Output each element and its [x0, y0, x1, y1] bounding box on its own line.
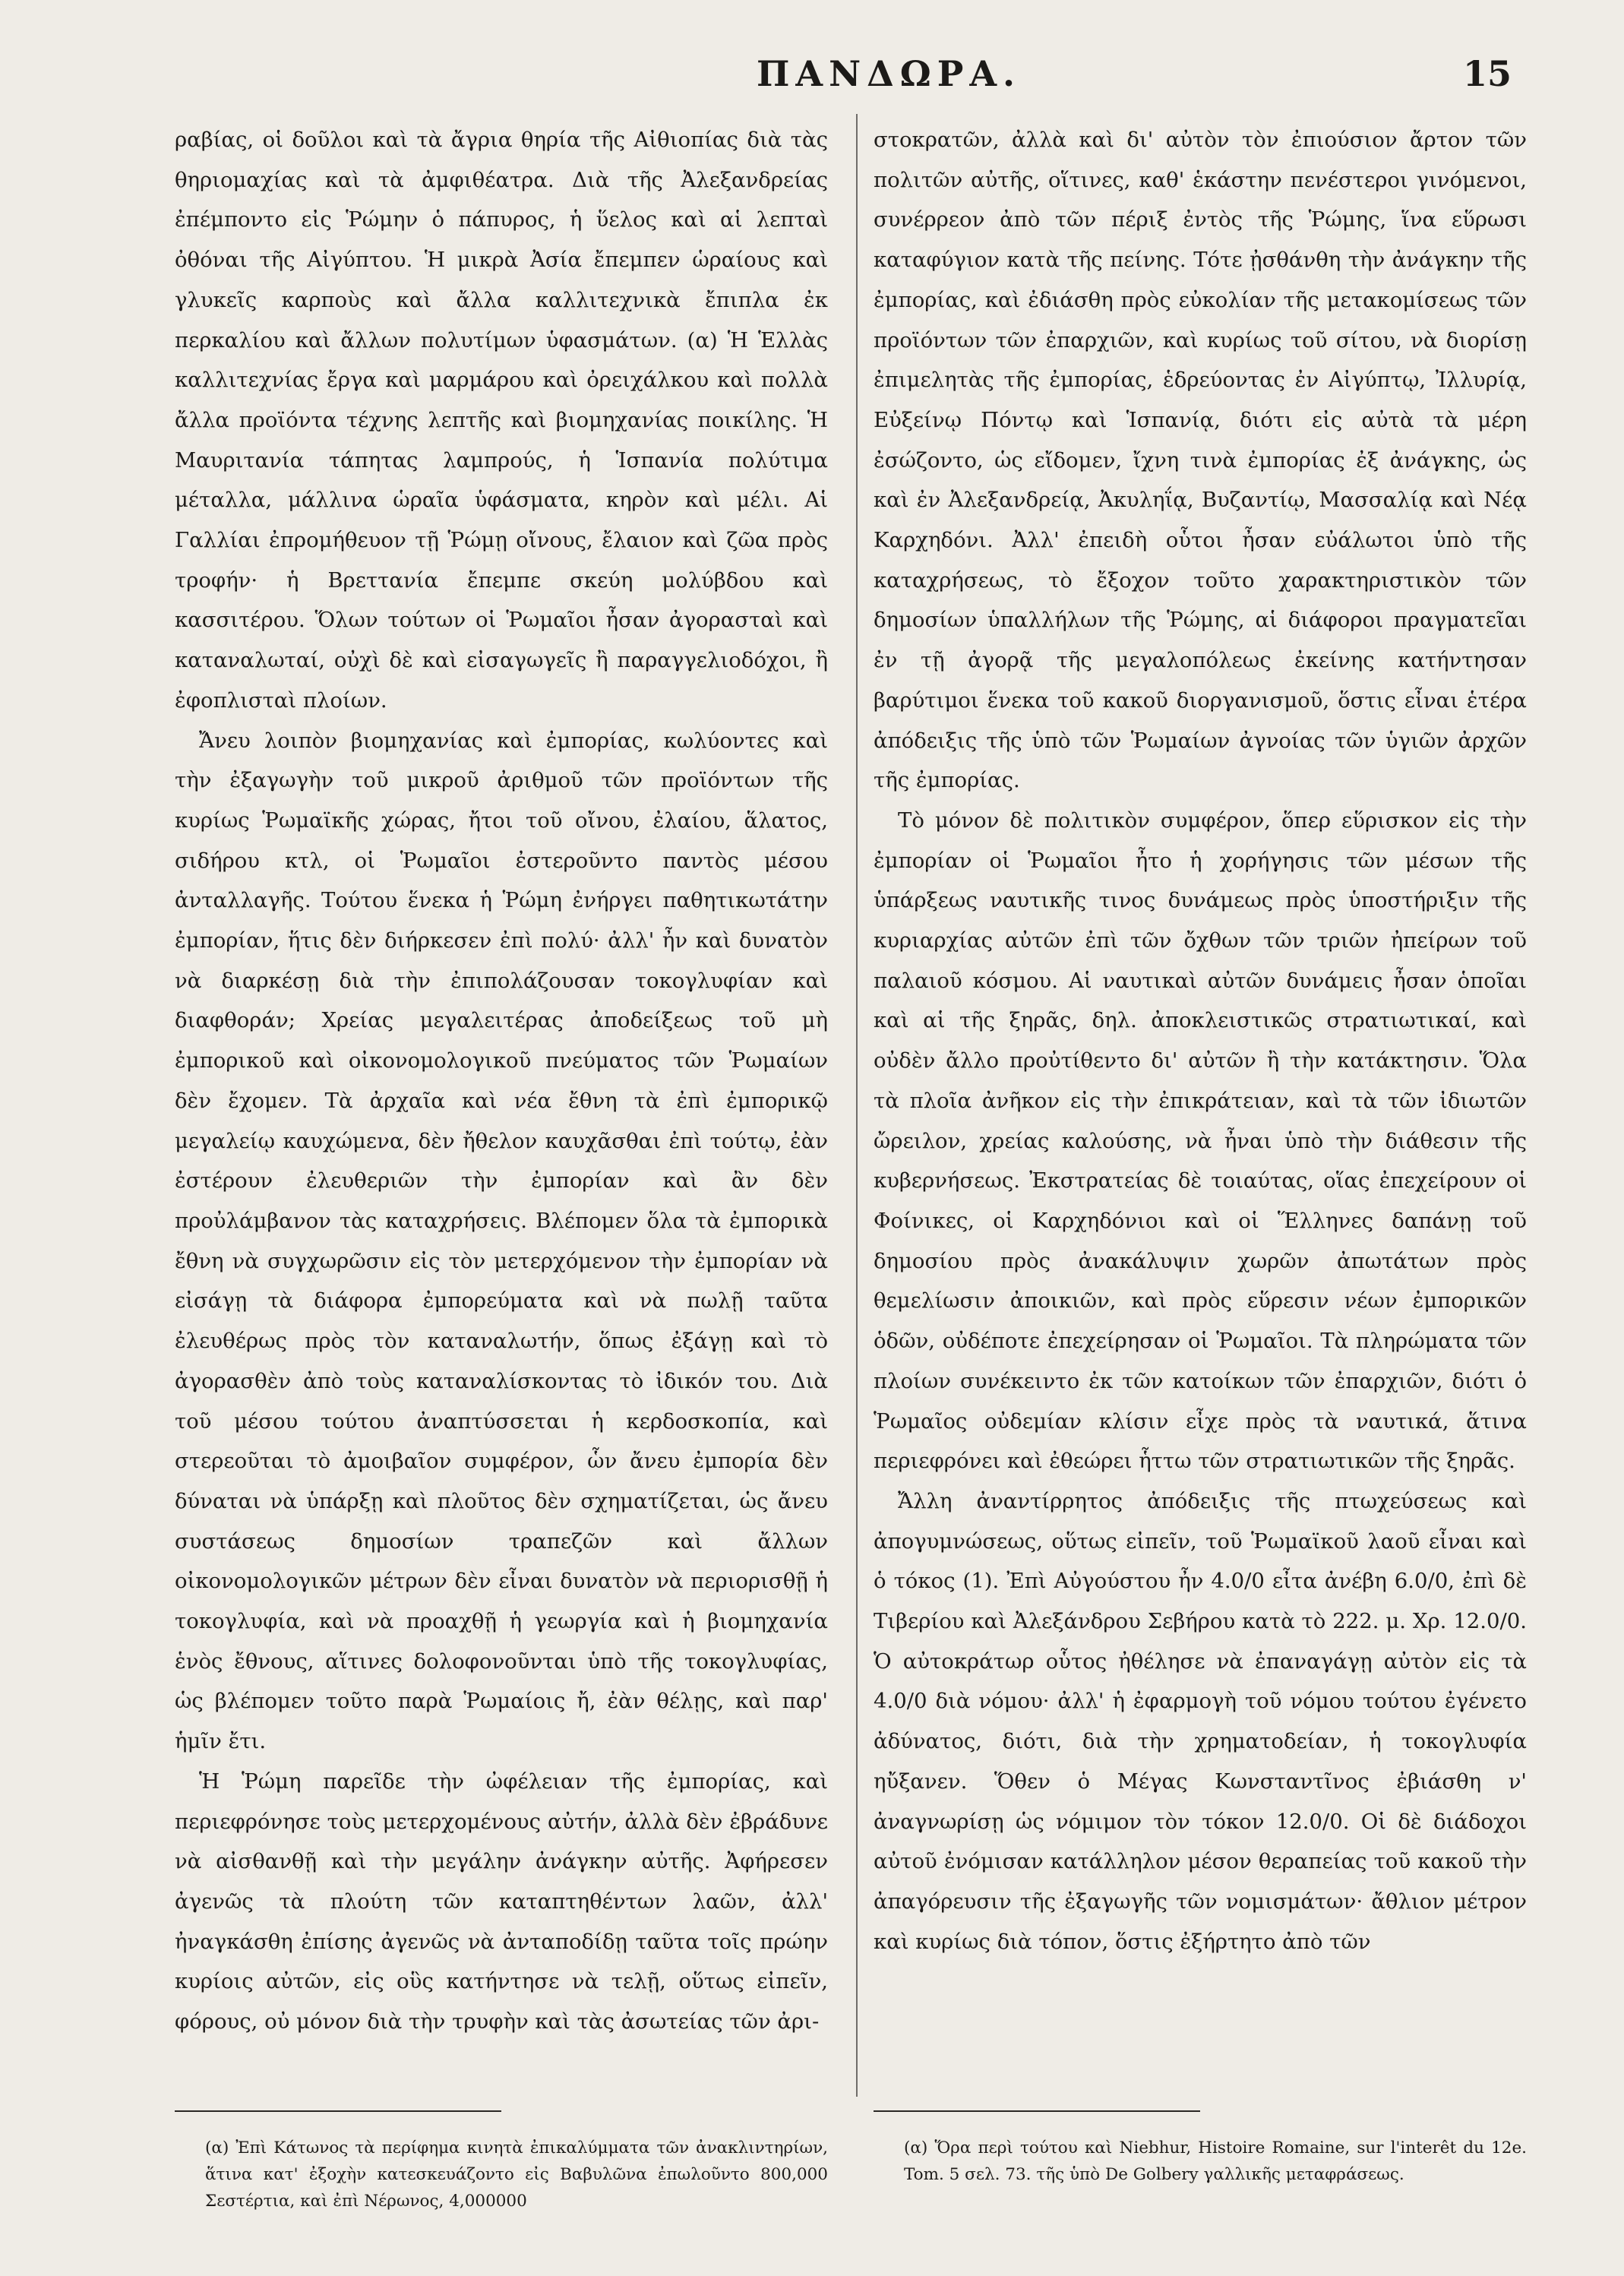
left-paragraph-1: ραβίας, οἱ δοῦλοι καὶ τὰ ἄγρια θηρία τῆς Αἰθιοπίας διὰ τὰς θηριομαχίας καὶ τὰ ἀμφιθέατρα. Διὰ τῆς Ἀλεξανδρείας ἐπέμποντο εἰς Ῥώμην ὁ πάπυρος, ἡ ὕελος καὶ αἱ λεπταὶ ὀθόναι τῆς Αἰγύπτου. Ἡ μικρὰ Ἀσία ἔπεμπεν ὡραίους καὶ γλυκεῖς καρποὺς καὶ ἄλλα καλλιτεχνικὰ ἔπιπλα ἐκ περκαλίου καὶ ἄλλων πολυτίμων ὑφασμάτων. (α) Ἡ Ἑλλὰς καλλιτεχνίας ἔργα καὶ μαρμάρου καὶ ὀρειχάλκου καὶ πολλὰ ἄλλα προϊόντα τέχνης λεπτῆς καὶ βιομηχανίας ποικίλης. Ἡ Μαυριτανία τάπητας λαμπρούς, ἡ Ἱσπανία πολύτιμα μέταλλα, μάλλινα ὡραῖα ὑφάσματα, κηρὸν καὶ μέλι. Αἱ Γαλλίαι ἐπρομήθευον τῇ Ῥώμῃ οἴνους, ἔλαιον καὶ ζῶα πρὸς τροφήν· ἡ Βρεττανία ἔπεμπε σκεύη μολύβδου καὶ κασσιτέρου. Ὅλων τούτων οἱ Ῥωμαῖοι ἦσαν ἀγορασταὶ καὶ καταναλωταί, οὐχὶ δὲ καὶ εἰσαγωγεῖς ἢ παραγγελιοδόχοι, ἢ ἐφοπλισταὶ πλοίων. — [175, 128, 828, 713]
right-paragraph-2: Τὸ μόνον δὲ πολιτικὸν συμφέρον, ὅπερ εὕρισκον εἰς τὴν ἐμπορίαν οἱ Ῥωμαῖοι ἦτο ἡ χορήγησις τῶν μέσων τῆς ὑπάρξεως ναυτικῆς τινος δυνάμεως πρὸς ὑποστήριξιν τῆς κυριαρχίας αὐτῶν ἐπὶ τῶν ὄχθων τῶν τριῶν ἠπείρων τοῦ παλαιοῦ κόσμου. Αἱ ναυτικαὶ αὐτῶν δυνάμεις ἦσαν ὁποῖαι καὶ αἱ τῆς ξηρᾶς, δηλ. ἀποκλειστικῶς στρατιωτικαί, καὶ οὐδὲν ἄλλο προὐτίθεντο δι' αὐτῶν ἢ τὴν κατάκτησιν. Ὅλα τὰ πλοῖα ἀνῆκον εἰς τὴν ἐπικράτειαν, καὶ τὰ τῶν ἰδιωτῶν ὤρειλον, χρείας καλούσης, νὰ ἦναι ὑπὸ τὴν διάθεσιν τῆς κυβερνήσεως. Ἐκστρατείας δὲ τοιαύτας, οἵας ἐπεχείρουν οἱ Φοίνικες, οἱ Καρχηδόνιοι καὶ οἱ Ἕλληνες δαπάνῃ τοῦ δημοσίου πρὸς ἀνακάλυψιν χωρῶν ἀπωτάτων πρὸς θεμελίωσιν ἀποικιῶν, καὶ πρὸς εὕρεσιν νέων ἐμπορικῶν ὁδῶν, οὐδέποτε ἐπεχείρησαν οἱ Ῥωμαῖοι. Τὰ πληρώματα τῶν πλοίων συνέκειντο ἐκ τῶν κατοίκων τῶν ἐπαρχιῶν, διότι ὁ Ῥωμαῖος οὐδεμίαν κλίσιν εἶχε πρὸς τὰ ναυτικά, ἅτινα περιεφρόνει καὶ ἐθεώρει ἧττω τῶν στρατιωτικῶν τῆς ξηρᾶς. — [874, 808, 1527, 1474]
footnote-rule-right — [874, 2110, 1200, 2112]
footnote-rule-left — [175, 2110, 501, 2112]
left-column — [175, 120, 828, 2103]
left-paragraph-3: Ἡ Ῥώμη παρεῖδε τὴν ὠφέλειαν τῆς ἐμπορίας, καὶ περιεφρόνησε τοὺς μετερχομένους αὐτήν, ἀλλὰ δὲν ἐβράδυνε νὰ αἰσθανθῇ καὶ τὴν μεγάλην ἀνάγκην αὐτῆς. Ἀφήρεσεν ἀγενῶς τὰ πλούτη τῶν καταπτηθέντων λαῶν, ἀλλ' ἠναγκάσθη ἐπίσης ἀγενῶς νὰ ἀνταποδίδῃ ταῦτα τοῖς πρώην κυρίοις αὐτῶν, εἰς οὓς κατήντησε νὰ τελῇ, οὕτως εἰπεῖν, φόρους, οὐ μόνον διὰ τὴν τρυφὴν καὶ τὰς ἀσωτείας τῶν ἀρι- — [175, 1769, 828, 2034]
footnote-left-text: (α) Ἐπὶ Κάτωνος τὰ περίφημα κινητὰ ἐπικαλύμματα τῶν ἀνακλιντηρίων, ἅτινα κατ' ἐξοχὴν κατεσκευάζοντο εἰς Βαβυλῶνα ἐπωλοῦντο 800,000 Σεστέρτια, καὶ ἐπὶ Νέρωνος, 4,000000 — [205, 2138, 828, 2211]
page-number: 15 — [1462, 53, 1512, 94]
footnote-right-text: (α) Ὅρα περὶ τούτου καὶ Niebhur, Histoire Romaine, sur l'interêt du 12e. Tom. 5 σελ. 73. τῆς ὑπὸ De Golbery γαλλικῆς μεταφράσεως. — [904, 2138, 1527, 2184]
footnote-right — [874, 2135, 1527, 2188]
column-divider — [856, 114, 858, 2097]
right-paragraph-1: στοκρατῶν, ἀλλὰ καὶ δι' αὐτὸν τὸν ἐπιούσιον ἄρτον τῶν πολιτῶν αὐτῆς, οἵτινες, καθ' ἑκάστην πενέστεροι γινόμενοι, συνέρρεον ἀπὸ τῶν πέριξ ἐντὸς τῆς Ῥώμης, ἵνα εὕρωσι καταφύγιον κατὰ τῆς πείνης. Τότε ᾐσθάνθη τὴν ἀνάγκην τῆς ἐμπορίας, καὶ ἐδιάσθη πρὸς εὐκολίαν τῆς μετακομίσεως τῶν προϊόντων τῶν ἐπαρχιῶν, καὶ κυρίως τοῦ σίτου, νὰ διορίσῃ ἐπιμελητὰς τῆς ἐμπορίας, ἑδρεύοντας ἐν Αἰγύπτῳ, Ἰλλυρίᾳ, Εὐξείνῳ Πόντῳ καὶ Ἱσπανίᾳ, διότι εἰς αὐτὰ τὰ μέρη ἐσώζοντο, ὡς εἴδομεν, ἴχνη τινὰ ἐμπορίας ἐξ ἀνάγκης, ὡς καὶ ἐν Ἀλεξανδρείᾳ, Ἀκυληΐᾳ, Βυζαντίῳ, Μασσαλίᾳ καὶ Νέᾳ Καρχηδόνι. Ἀλλ' ἐπειδὴ οὗτοι ἦσαν εὐάλωτοι ὑπὸ τῆς καταχρήσεως, τὸ ἔξοχον τοῦτο χαρακτηριστικὸν τῶν δημοσίων ὑπαλλήλων τῆς Ῥώμης, αἱ διάφοροι πραγματεῖαι ἐν τῇ ἀγορᾷ τῆς μεγαλοπόλεως ἐκείνης κατήντησαν βαρύτιμοι ἕνεκα τοῦ κακοῦ διοργανισμοῦ, ὅστις εἶναι ἑτέρα ἀπόδειξις τῆς ὑπὸ τῶν Ῥωμαίων ἀγνοίας τῶν ὑγιῶν ἀρχῶν τῆς ἐμπορίας. — [874, 128, 1527, 793]
page-header — [0, 53, 1624, 106]
left-paragraph-2: Ἄνευ λοιπὸν βιομηχανίας καὶ ἐμπορίας, κωλύοντες καὶ τὴν ἐξαγωγὴν τοῦ μικροῦ ἀριθμοῦ τῶν προϊόντων τῆς κυρίως Ῥωμαϊκῆς χώρας, ἤτοι τοῦ οἴνου, ἐλαίου, ἅλατος, σιδήρου κτλ, οἱ Ῥωμαῖοι ἐστεροῦντο παντὸς μέσου ἀνταλλαγῆς. Τούτου ἕνεκα ἡ Ῥώμη ἐνήργει παθητικωτάτην ἐμπορίαν, ἥτις δὲν διήρκεσεν ἐπὶ πολύ· ἀλλ' ἦν καὶ δυνατὸν νὰ διαρκέσῃ διὰ τὴν ἐπιπολάζουσαν τοκογλυφίαν καὶ διαφθοράν; Χρείας μεγαλειτέρας ἀποδείξεως τοῦ μὴ ἐμπορικοῦ καὶ οἰκονομολογικοῦ πνεύματος τῶν Ῥωμαίων δὲν ἔχομεν. Τὰ ἀρχαῖα καὶ νέα ἔθνη τὰ ἐπὶ ἐμπορικῷ μεγαλείῳ καυχώμενα, δὲν ἤθελον καυχᾶσθαι ἐπὶ τούτῳ, ἐὰν ἐστέρουν ἐλευθεριῶν τὴν ἐμπορίαν καὶ ἂν δὲν προὐλάμβανον τὰς καταχρήσεις. Βλέπομεν ὅλα τὰ ἐμπορικὰ ἔθνη νὰ συγχωρῶσιν εἰς τὸν μετερχόμενον τὴν ἐμπορίαν νὰ εἰσάγῃ τὰ διάφορα ἐμπορεύματα καὶ νὰ πωλῇ ταῦτα ἐλευθέρως πρὸς τὸν καταναλωτήν, ὅπως ἐξάγῃ καὶ τὸ ἀγορασθὲν ἀπὸ τοὺς καταναλίσκοντας τὸ ἰδικόν του. Διὰ τοῦ μέσου τούτου ἀναπτύσσεται ἡ κερδοσκοπία, καὶ στερεοῦται τὸ ἀμοιβαῖον συμφέρον, ὧν ἄνευ ἐμπορία δὲν δύναται νὰ ὑπάρξῃ καὶ πλοῦτος δὲν σχηματίζεται, ὡς ἄνευ συστάσεως δημοσίων τραπεζῶν καὶ ἄλλων οἰκονομολογικῶν μέτρων δὲν εἶναι δυνατὸν νὰ περιορισθῇ ἡ τοκογλυφία, καὶ νὰ προαχθῇ ἡ γεωργία καὶ ἡ βιομηχανία ἑνὸς ἔθνους, αἵτινες δολοφονοῦνται ὑπὸ τῆς τοκογλυφίας, ὡς βλέπομεν τοῦτο παρὰ Ῥωμαίοις ἤ, ἐὰν θέλῃς, καὶ παρ' ἡμῖν ἔτι. — [175, 728, 828, 1754]
right-paragraph-3: Ἄλλη ἀναντίρρητος ἀπόδειξις τῆς πτωχεύσεως καὶ ἀπογυμνώσεως, οὕτως εἰπεῖν, τοῦ Ῥωμαϊκοῦ λαοῦ εἶναι καὶ ὁ τόκος (1). Ἐπὶ Αὐγούστου ἦν 4.0/0 εἶτα ἀνέβη 6.0/0, ἐπὶ δὲ Τιβερίου καὶ Ἀλεξάνδρου Σεβήρου κατὰ τὸ 222. μ. Χρ. 12.0/0. Ὁ αὐτοκράτωρ οὗτος ἠθέλησε νὰ ἐπαναγάγῃ αὐτὸν εἰς τὰ 4.0/0 διὰ νόμου· ἀλλ' ἡ ἐφαρμογὴ τοῦ νόμου τούτου ἐγένετο ἀδύνατος, διότι, διὰ τὴν χρηματοδείαν, ἡ τοκογλυφία ηὔξανεν. Ὅθεν ὁ Μέγας Κωνσταντῖνος ἐβιάσθη ν' ἀναγνωρίσῃ ὡς νόμιμον τὸν τόκον 12.0/0. Οἱ δὲ διάδοχοι αὐτοῦ ἐνόμισαν κατάλληλον μέσον θεραπείας τοῦ κακοῦ τὴν ἀπαγόρευσιν τῆς ἐξαγωγῆς τῶν νομισμάτων· ἄθλιον μέτρον καὶ κυρίως διὰ τόπον, ὅστις ἐξήρτητο ἀπὸ τῶν — [874, 1488, 1527, 1954]
running-title: ΠΑΝΔΩΡΑ. — [756, 53, 1022, 94]
right-column — [874, 120, 1527, 2103]
footnote-left — [175, 2135, 828, 2214]
